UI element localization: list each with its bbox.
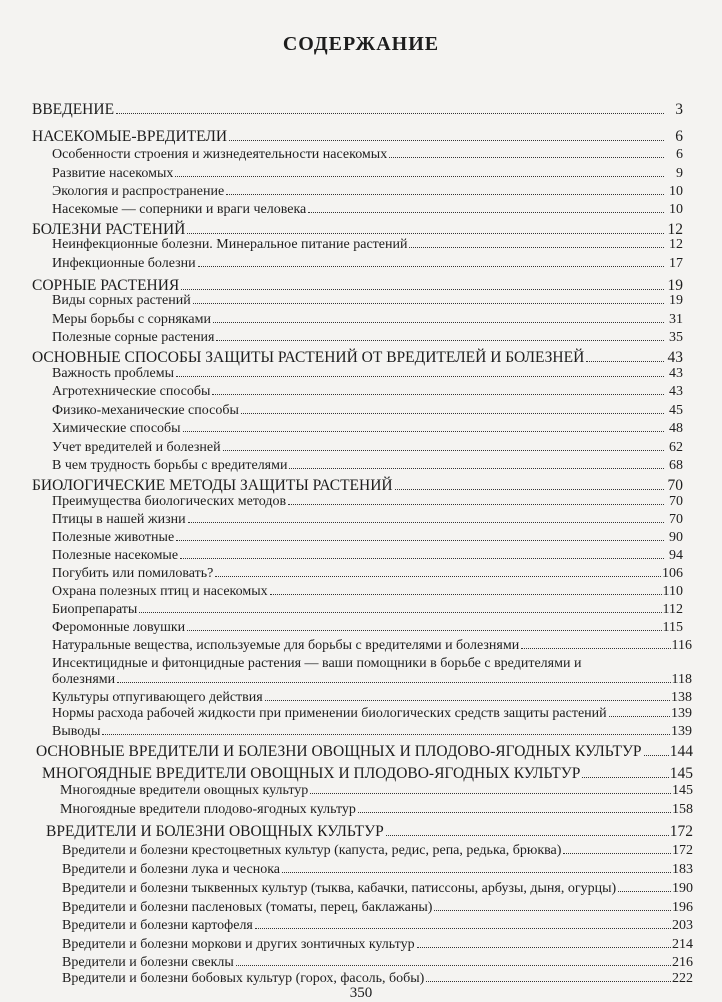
dot-leader <box>288 504 664 505</box>
dot-leader <box>521 648 670 649</box>
toc-item[interactable] <box>52 602 683 618</box>
toc-item[interactable] <box>62 843 693 859</box>
toc-item[interactable] <box>52 256 683 272</box>
dot-leader <box>176 540 664 541</box>
dot-leader <box>193 303 664 304</box>
toc-title: Насекомые — соперники и враги человека <box>52 202 307 217</box>
toc-page: 106 <box>662 566 683 581</box>
toc-section[interactable] <box>46 823 693 841</box>
toc-item[interactable] <box>52 403 683 419</box>
toc-section[interactable] <box>36 743 693 761</box>
toc-title: Вредители и болезни тыквенных культур (тыква, кабачки, патиссоны, арбузы, дыня, огурцы) <box>62 881 617 896</box>
toc-title: Преимущества биологических методов <box>52 494 287 509</box>
toc-page: 158 <box>672 802 693 817</box>
toc-title: Погубить или помиловать? <box>52 566 214 581</box>
toc-title: Вредители и болезни крестоцветных культур (капуста, редис, репа, редька, брюква) <box>62 843 562 858</box>
dot-leader <box>270 594 662 595</box>
toc-page: 90 <box>669 530 683 545</box>
toc-section[interactable] <box>32 477 683 495</box>
toc-page: 6 <box>675 128 683 145</box>
toc-item[interactable] <box>52 147 683 163</box>
toc-item[interactable] <box>62 918 693 934</box>
toc-title: Птицы в нашей жизни <box>52 512 186 527</box>
toc-item[interactable] <box>62 937 693 953</box>
toc-page: 70 <box>669 512 683 527</box>
toc-page: 70 <box>669 494 683 509</box>
dot-leader <box>215 576 661 577</box>
toc-title: Выводы <box>52 724 101 739</box>
toc-title: Вредители и болезни пасленовых (томаты, перец, баклажаны) <box>62 900 433 915</box>
toc-item[interactable] <box>52 384 683 400</box>
toc-title: Охрана полезных птиц и насекомых <box>52 584 268 599</box>
dot-leader <box>226 194 664 195</box>
toc-page: 172 <box>672 843 693 858</box>
dot-leader <box>618 891 671 892</box>
dot-leader <box>116 113 664 114</box>
toc-item[interactable] <box>52 548 683 564</box>
toc-title: Многоядные вредители плодово-ягодных культур <box>60 802 356 817</box>
toc-item[interactable] <box>60 783 693 799</box>
toc-item[interactable] <box>52 690 692 706</box>
toc-title: В чем трудность борьбы с вредителями <box>52 458 288 473</box>
dot-leader <box>176 376 664 377</box>
toc-page: 43 <box>667 349 683 366</box>
dot-leader <box>223 450 664 451</box>
dot-leader <box>213 322 664 323</box>
toc-page: 12 <box>669 237 683 252</box>
toc-item[interactable] <box>52 166 683 182</box>
toc-page: 110 <box>662 584 683 599</box>
toc-page: 222 <box>672 971 693 986</box>
toc-page: 31 <box>669 312 683 327</box>
dot-leader <box>434 910 671 911</box>
toc-title: Физико-механические способы <box>52 403 239 418</box>
dot-leader <box>358 812 671 813</box>
toc-item[interactable] <box>52 530 683 546</box>
toc-item[interactable] <box>52 458 683 474</box>
toc-title: МНОГОЯДНЫЕ ВРЕДИТЕЛИ ОВОЩНЫХ И ПЛОДОВО-ЯГОДНЫХ КУЛЬТУР <box>42 765 581 782</box>
toc-page: 10 <box>669 184 683 199</box>
toc-item[interactable] <box>60 802 693 818</box>
toc-title: Культуры отпугивающего действия <box>52 690 263 705</box>
toc-title: Особенности строения и жизнедеятельности насекомых <box>52 147 388 162</box>
dot-leader <box>180 558 664 559</box>
toc-title: БОЛЕЗНИ РАСТЕНИЙ <box>32 221 186 238</box>
dot-leader <box>241 413 664 414</box>
dot-leader <box>181 289 664 290</box>
toc-title: Важность проблемы <box>52 366 175 381</box>
dot-leader <box>609 716 670 717</box>
toc-title: Инсектицидные и фитонцидные растения — ваши помощники в борьбе с вредителями и <box>52 656 582 671</box>
toc-title: Инфекционные болезни <box>52 256 196 271</box>
dot-leader <box>586 361 664 362</box>
toc-title: Экология и распространение <box>52 184 225 199</box>
dot-leader <box>417 947 671 948</box>
toc-title: Феромонные ловушки <box>52 620 186 635</box>
toc-page: 6 <box>676 147 683 162</box>
toc-title: Агротехнические способы <box>52 384 211 399</box>
toc-page: 115 <box>662 620 683 635</box>
toc-title: НАСЕКОМЫЕ-ВРЕДИТЕЛИ <box>32 128 228 145</box>
toc-item[interactable] <box>52 330 683 346</box>
toc-title: Вредители и болезни бобовых культур (горох, фасоль, бобы) <box>62 971 425 986</box>
toc-item[interactable] <box>52 237 683 253</box>
toc-section[interactable] <box>32 101 683 119</box>
toc-page: 144 <box>669 743 693 760</box>
toc-title: Вредители и болезни картофеля <box>62 918 253 933</box>
dot-leader <box>117 682 670 683</box>
toc-item[interactable] <box>52 706 692 722</box>
toc-title: ВРЕДИТЕЛИ И БОЛЕЗНИ ОВОЩНЫХ КУЛЬТУР <box>46 823 384 840</box>
dot-leader <box>255 928 671 929</box>
dot-leader <box>102 734 670 735</box>
toc-item[interactable] <box>52 421 683 437</box>
toc-title: ОСНОВНЫЕ СПОСОБЫ ЗАЩИТЫ РАСТЕНИЙ ОТ ВРЕДИТЕЛЕЙ И БОЛЕЗНЕЙ <box>32 349 585 366</box>
toc-page: 203 <box>672 918 693 933</box>
toc-item[interactable] <box>52 440 683 456</box>
toc-item[interactable] <box>52 293 683 309</box>
toc-title: Полезные животные <box>52 530 175 545</box>
toc-item[interactable] <box>62 955 693 971</box>
toc-page: 138 <box>671 690 692 705</box>
dot-leader <box>582 777 668 778</box>
toc-section[interactable] <box>42 765 693 783</box>
toc-item[interactable] <box>62 862 693 878</box>
dot-leader <box>139 612 661 613</box>
toc-item[interactable] <box>52 566 683 582</box>
toc-page: 145 <box>672 783 693 798</box>
toc-title: Биопрепараты <box>52 602 138 617</box>
dot-leader <box>289 468 664 469</box>
dot-leader <box>389 157 664 158</box>
dot-leader <box>236 965 671 966</box>
toc-title: Многоядные вредители овощных культур <box>60 783 309 798</box>
toc-title: Вредители и болезни моркови и других зонтичных культур <box>62 937 415 952</box>
dot-leader <box>386 835 669 836</box>
toc-page: 35 <box>669 330 683 345</box>
toc-item[interactable] <box>52 494 683 510</box>
toc-title: ВВЕДЕНИЕ <box>32 101 115 118</box>
dot-leader <box>229 140 664 141</box>
toc-page: 68 <box>669 458 683 473</box>
dot-leader <box>644 755 669 756</box>
toc-title: Натуральные вещества, используемые для борьбы с вредителями и болезнями <box>52 638 520 653</box>
dot-leader <box>282 872 671 873</box>
dot-leader <box>183 431 664 432</box>
toc-page: 43 <box>669 366 683 381</box>
toc-title: Химические способы <box>52 421 181 436</box>
toc-title: Нормы расхода рабочей жидкости при применении биологических средств защиты растений <box>52 706 607 721</box>
toc-item[interactable] <box>52 620 683 636</box>
page-title: СОДЕРЖАНИЕ <box>282 33 440 55</box>
toc-page: 116 <box>671 638 692 653</box>
toc-page: 43 <box>669 384 683 399</box>
dot-leader <box>308 212 664 213</box>
toc-title: Учет вредителей и болезней <box>52 440 221 455</box>
toc-page: 190 <box>672 881 693 896</box>
toc-page: 17 <box>669 256 683 271</box>
toc-page: 62 <box>669 440 683 455</box>
toc-page: 118 <box>671 672 692 688</box>
toc-item[interactable] <box>62 900 693 916</box>
toc-item[interactable] <box>52 366 683 382</box>
dot-leader <box>426 981 671 982</box>
toc-page: 70 <box>667 477 683 494</box>
toc-title: БИОЛОГИЧЕСКИЕ МЕТОДЫ ЗАЩИТЫ РАСТЕНИЙ <box>32 477 393 494</box>
toc-page: 19 <box>667 277 683 294</box>
toc-title: Вредители и болезни лука и чеснока <box>62 862 281 877</box>
toc-item[interactable] <box>52 656 692 688</box>
toc-title: Виды сорных растений <box>52 293 191 308</box>
toc-page: 48 <box>669 421 683 436</box>
toc-item[interactable] <box>52 312 683 328</box>
dot-leader <box>310 793 671 794</box>
toc-title: СОРНЫЕ РАСТЕНИЯ <box>32 277 180 294</box>
toc-item[interactable] <box>52 638 692 654</box>
dot-leader <box>395 489 664 490</box>
dot-leader <box>187 233 664 234</box>
toc-page: 172 <box>669 823 693 840</box>
toc-section[interactable] <box>32 349 683 367</box>
toc-title: Вредители и болезни свеклы <box>62 955 234 970</box>
toc-page: 216 <box>672 955 693 970</box>
toc-item[interactable] <box>52 202 683 218</box>
dot-leader <box>212 394 664 395</box>
toc-page: 19 <box>669 293 683 308</box>
toc-title: Развитие насекомых <box>52 166 174 181</box>
dot-leader <box>175 176 664 177</box>
toc-title: Меры борьбы с сорняками <box>52 312 211 327</box>
toc-page: 9 <box>676 166 683 181</box>
dot-leader <box>187 630 661 631</box>
toc-item[interactable] <box>52 512 683 528</box>
toc-title: Полезные насекомые <box>52 548 179 563</box>
toc-page: 12 <box>667 221 683 238</box>
toc-item[interactable] <box>62 881 693 897</box>
toc-page: 45 <box>669 403 683 418</box>
dot-leader <box>265 700 670 701</box>
toc-page: 3 <box>675 101 683 118</box>
toc-item[interactable] <box>52 184 683 200</box>
toc-page: 214 <box>672 937 693 952</box>
toc-item[interactable] <box>52 724 692 740</box>
toc-title-continued: болезнями <box>52 672 116 688</box>
toc-page: 196 <box>672 900 693 915</box>
toc-page: 10 <box>669 202 683 217</box>
toc-page: 94 <box>669 548 683 563</box>
dot-leader <box>409 247 664 248</box>
toc-page: 145 <box>669 765 693 782</box>
dot-leader <box>198 266 664 267</box>
toc-page: 112 <box>662 602 683 617</box>
toc-title: Полезные сорные растения <box>52 330 215 345</box>
page-number: 350 <box>349 985 373 1001</box>
dot-leader <box>216 340 664 341</box>
toc-page: 183 <box>672 862 693 877</box>
toc-item[interactable] <box>52 584 683 600</box>
toc-section[interactable] <box>32 128 683 146</box>
dot-leader <box>563 853 671 854</box>
toc-title: Неинфекционные болезни. Минеральное питание растений <box>52 237 408 252</box>
toc-page: 139 <box>671 724 692 739</box>
dot-leader <box>188 522 664 523</box>
toc-title: ОСНОВНЫЕ ВРЕДИТЕЛИ И БОЛЕЗНИ ОВОЩНЫХ И ПЛОДОВО-ЯГОДНЫХ КУЛЬТУР <box>36 743 642 760</box>
toc-page: 139 <box>671 706 692 721</box>
